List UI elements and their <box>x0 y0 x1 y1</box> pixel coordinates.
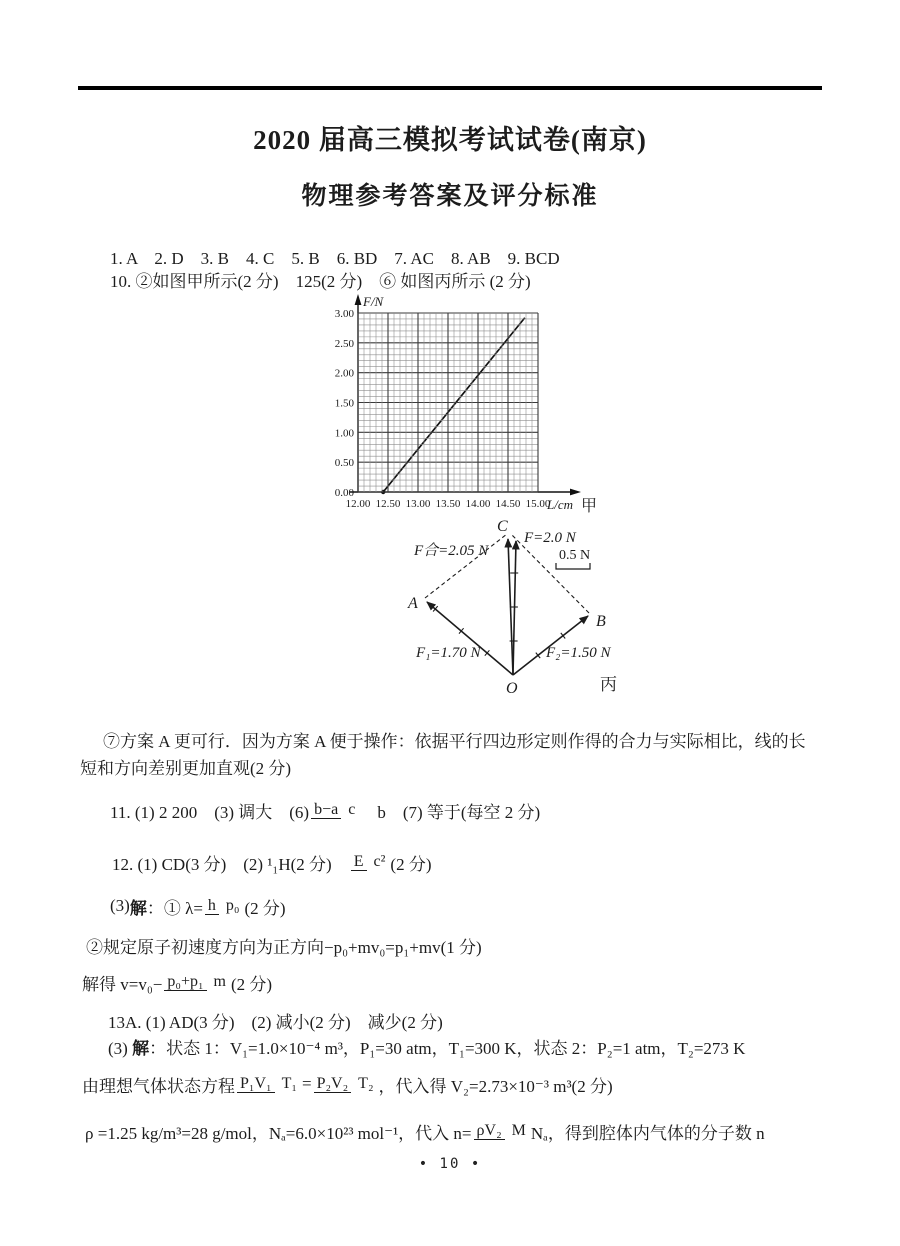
figure-label-bing: 丙 <box>600 675 617 694</box>
velocity-prefix: 解得 v=v₀− <box>82 974 163 994</box>
svg-text:14.00: 14.00 <box>465 498 491 510</box>
f1-label: F₁=1.70 N <box>416 645 481 661</box>
q10-answer-line: 10. ②如图甲所示(2 分) 125(2 分) ⑥ 如图丙所示 (2 分) <box>110 272 531 291</box>
momentum-equation-line: ②规定原子初速度方向为正方向−p₀+mv₀=p₁+mv(1 分) <box>86 938 482 957</box>
svg-text:13.00: 13.00 <box>405 498 431 510</box>
svg-text:13.50: 13.50 <box>435 498 461 510</box>
resultant-measured-label: F=2.0 N <box>524 530 576 546</box>
vector-f1 <box>427 602 513 675</box>
q12-fraction: E c² <box>351 853 389 871</box>
svg-text:14.50: 14.50 <box>495 498 521 510</box>
velocity-solution-line <box>82 958 272 1006</box>
y-axis-label: F/N <box>363 294 384 309</box>
gas-fraction-1: P₁V₁ T₁ <box>237 1075 300 1093</box>
q12-suffix: (2 分) <box>390 854 432 874</box>
scale-label: 0.5 N <box>559 548 591 563</box>
point-o-label: O <box>506 680 518 697</box>
q13a-p3-states: ：状态 1：V₁=1.0×10⁻⁴ m³，P₁=30 atm，T₁=300 K，状态 2：P₂=1 atm，T₂=273 K <box>149 1039 746 1058</box>
q12-part3-line-1 <box>110 882 286 930</box>
svg-text:0.00: 0.00 <box>334 487 354 499</box>
page-title: 2020 届高三模拟考试试卷(南京) <box>253 125 647 155</box>
q12-p3-mid: ：① λ= <box>146 898 203 918</box>
svg-text:12.00: 12.00 <box>345 498 371 510</box>
q12-p3-jie: 解 <box>129 898 147 918</box>
svg-text:15.00: 15.00 <box>525 498 551 510</box>
q13a-part3-states-line <box>108 1037 745 1061</box>
q13a-p3-jie: 解 <box>132 1039 150 1058</box>
page-number: • 10 • <box>418 1156 482 1172</box>
gas-eq-equals: = <box>301 1074 312 1093</box>
q12-p3-suffix: (2 分) <box>244 898 286 918</box>
point-c-label: C <box>497 518 508 535</box>
force-parallelogram-diagram <box>380 505 650 705</box>
force-length-graph <box>325 292 605 524</box>
x-axis-label: L/cm <box>547 497 573 512</box>
resultant-constructed-label: F合=2.05 N <box>414 543 489 559</box>
top-rule <box>78 86 822 90</box>
svg-text:0.50: 0.50 <box>334 457 354 470</box>
q11-answer-line <box>110 786 540 834</box>
gas-equation-line <box>82 1060 613 1108</box>
q13a-answer-line: 13A. (1) AD(3 分) (2) 减小(2 分) 减少(2 分) <box>108 1013 443 1032</box>
q12-answer-line <box>112 840 431 884</box>
q12-prefix: 12. (1) CD(3 分) (2) ¹₁H(2 分) <box>112 854 349 874</box>
q13a-p3-label: (3) <box>108 1039 133 1058</box>
q10-note-line-1: ⑦方案 A 更可行．因为方案 A 便于操作：依据平行四边形定则作得的合力与实际相比，线的长 <box>103 732 806 751</box>
page-subtitle: 物理参考答案及评分标准 <box>301 182 599 210</box>
svg-text:12.50: 12.50 <box>375 498 401 510</box>
n-fraction: ρV₂ M <box>474 1122 529 1140</box>
vector-resultant-measured <box>513 541 516 675</box>
q11-suffix: b (7) 等于(每空 2 分) <box>360 802 541 822</box>
velocity-suffix: (2 分) <box>231 974 273 994</box>
gas-eq-prefix: 由理想气体状态方程 <box>82 1076 235 1096</box>
svg-text:1.50: 1.50 <box>334 397 354 410</box>
density-prefix: ρ =1.25 kg/m³=28 g/mol，Nₐ=6.0×10²³ mol⁻¹，代入 n= <box>85 1123 472 1143</box>
density-molecule-line <box>85 1108 765 1154</box>
point-a-label: A <box>408 595 418 612</box>
svg-text:1.00: 1.00 <box>334 427 354 440</box>
q10-note-line-2: 短和方向差别更加直观(2 分) <box>80 759 292 778</box>
f2-label: F₂=1.50 N <box>546 645 611 661</box>
svg-text:2.50: 2.50 <box>334 337 354 350</box>
figure-label-jia: 甲 <box>581 498 598 515</box>
scale-bar <box>556 563 590 569</box>
point-b-label: B <box>596 613 606 630</box>
lambda-fraction: h p₀ <box>205 897 243 915</box>
q11-fraction: b−a c <box>311 801 358 819</box>
svg-text:3.00: 3.00 <box>334 308 354 320</box>
gas-eq-suffix: ，代入得 V₂=2.73×10⁻³ m³(2 分) <box>378 1076 613 1096</box>
answers-line: 1. A 2. D 3. B 4. C 5. B 6. BD 7. AC 8. AB 9. BCD <box>110 249 560 268</box>
svg-text:2.00: 2.00 <box>334 367 354 380</box>
velocity-fraction: p₀+p₁ m <box>164 973 229 991</box>
gas-fraction-2: P₂V₂ T₂ <box>314 1075 377 1093</box>
density-suffix: Nₐ，得到腔体内气体的分子数 n <box>530 1123 765 1143</box>
q12-p3-label: (3) <box>110 896 130 915</box>
q11-prefix: 11. (1) 2 200 (3) 调大 (6) <box>110 802 310 822</box>
